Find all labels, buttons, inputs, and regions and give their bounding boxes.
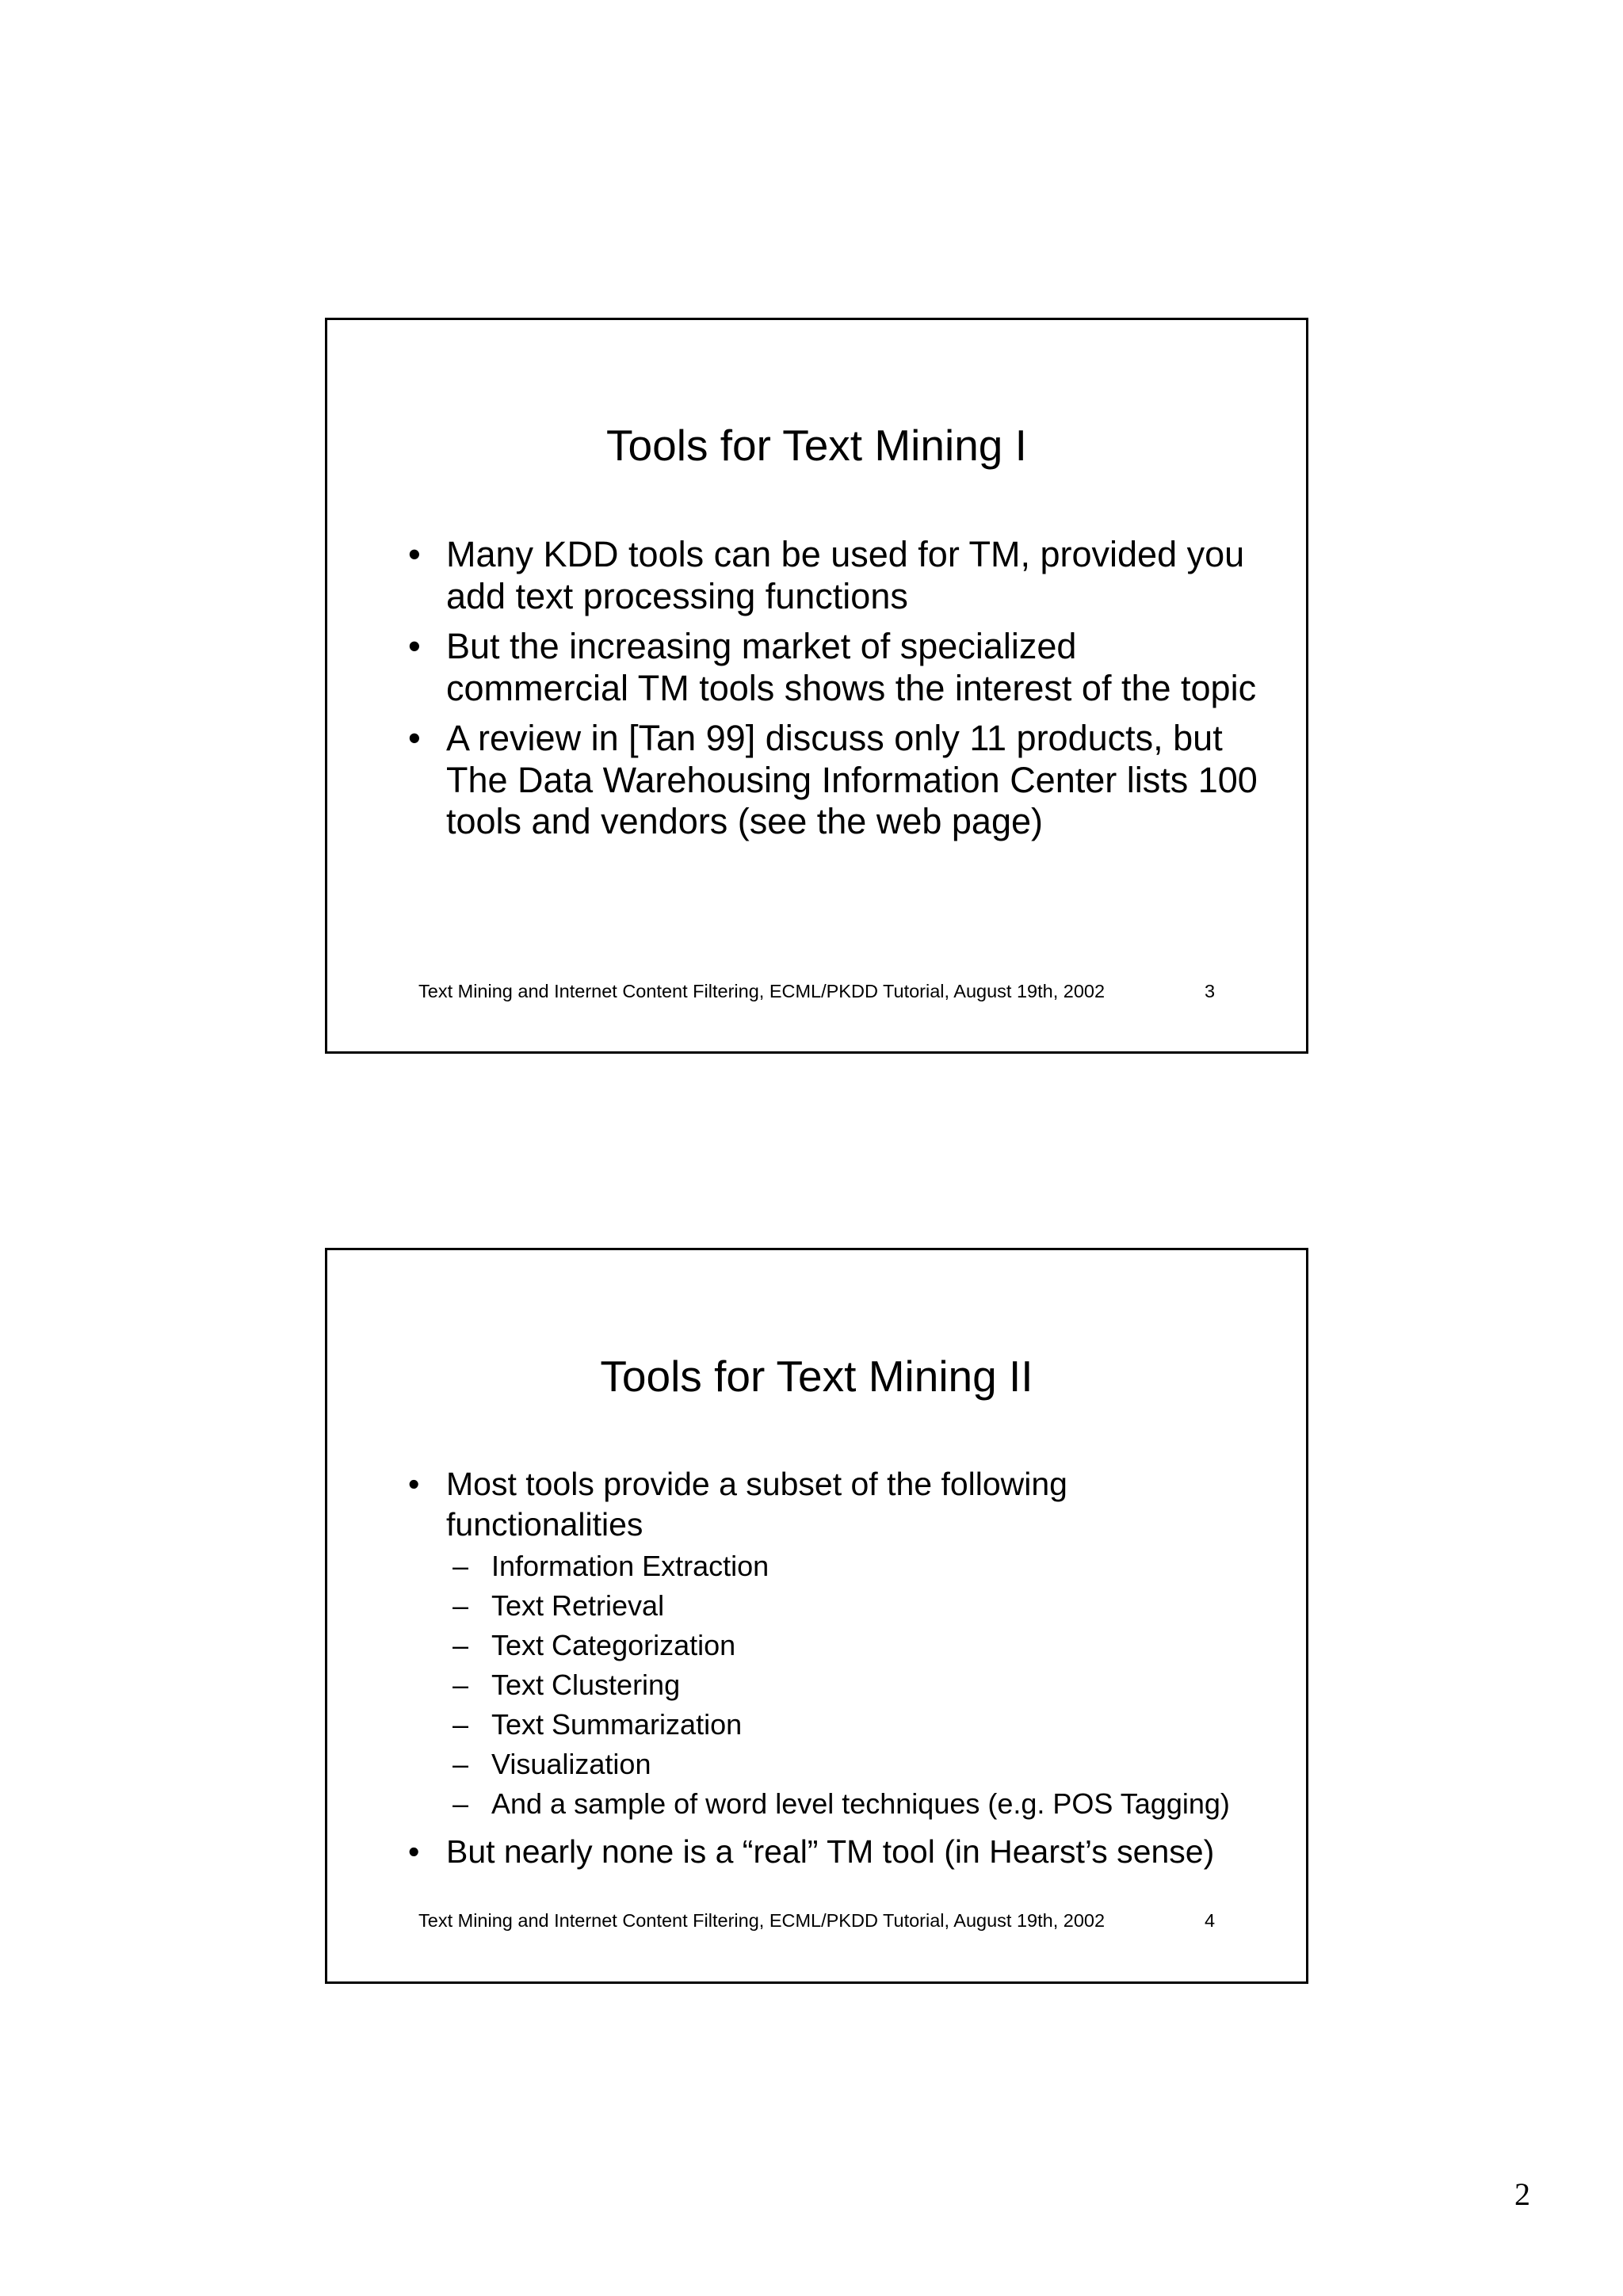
bullet-icon: • — [408, 1466, 420, 1502]
sub-bullet-item — [446, 1745, 1258, 1784]
dash-icon: – — [453, 1629, 469, 1661]
sub-bullet-text: Text Clustering — [491, 1669, 681, 1701]
slide-title: Tools for Text Mining I — [606, 421, 1027, 470]
bullet-text: Most tools provide a subset of the following functionalities — [446, 1466, 1067, 1543]
sub-bullet-text: Information Extraction — [491, 1550, 769, 1582]
sub-bullet-list — [446, 1547, 1258, 1824]
sub-bullet-text: Visualization — [491, 1748, 651, 1780]
slide-number: 4 — [1205, 1910, 1216, 1931]
dash-icon: – — [453, 1550, 469, 1582]
sub-bullet-text: And a sample of word level techniques (e.g. POS Tagging) — [491, 1787, 1230, 1820]
sub-bullet-item — [446, 1586, 1258, 1626]
bullet-icon: • — [408, 718, 421, 758]
dash-icon: – — [453, 1669, 469, 1701]
bullet-text: But the increasing market of specialized commercial TM tools shows the interest of the topic — [446, 626, 1257, 708]
slide-number: 3 — [1205, 981, 1216, 1001]
bullet-item — [327, 1464, 1306, 1824]
dash-icon: – — [453, 1787, 469, 1820]
bullet-icon: • — [408, 1833, 420, 1870]
slide-title: Tools for Text Mining II — [600, 1352, 1033, 1401]
sub-bullet-text: Text Summarization — [491, 1708, 743, 1741]
sub-bullet-item — [446, 1784, 1258, 1824]
bullet-item — [327, 626, 1306, 709]
bullet-text: Many KDD tools can be used for TM, provided you add text processing functions — [446, 534, 1245, 616]
bullet-item — [327, 1832, 1306, 1872]
bullet-item — [327, 534, 1306, 617]
sub-bullet-item — [446, 1626, 1258, 1665]
slide-4 — [325, 1248, 1308, 1984]
bullet-icon: • — [408, 534, 421, 574]
bullet-icon: • — [408, 626, 421, 666]
bullet-list — [327, 1464, 1306, 1875]
dash-icon: – — [453, 1748, 469, 1780]
sub-bullet-text: Text Categorization — [491, 1629, 736, 1661]
bullet-text: A review in [Tan 99] discuss only 11 products, but The Data Warehousing Information Center lists 100 tools and vendors (see the web page) — [446, 718, 1258, 841]
dash-icon: – — [453, 1708, 469, 1741]
page-number: 2 — [1514, 2176, 1530, 2212]
slide-3 — [325, 318, 1308, 1054]
slide-footer: Text Mining and Internet Content Filtering, ECML/PKDD Tutorial, August 19th, 2002 — [418, 981, 1106, 1001]
bullet-text: But nearly none is a “real” TM tool (in Hearst’s sense) — [446, 1833, 1215, 1870]
slide-footer: Text Mining and Internet Content Filtering, ECML/PKDD Tutorial, August 19th, 2002 — [418, 1910, 1106, 1931]
dash-icon: – — [453, 1589, 469, 1622]
sub-bullet-item — [446, 1705, 1258, 1745]
sub-bullet-item — [446, 1665, 1258, 1705]
bullet-item — [327, 718, 1306, 843]
bullet-list — [327, 534, 1306, 852]
sub-bullet-item — [446, 1547, 1258, 1586]
sub-bullet-text: Text Retrieval — [491, 1589, 665, 1622]
